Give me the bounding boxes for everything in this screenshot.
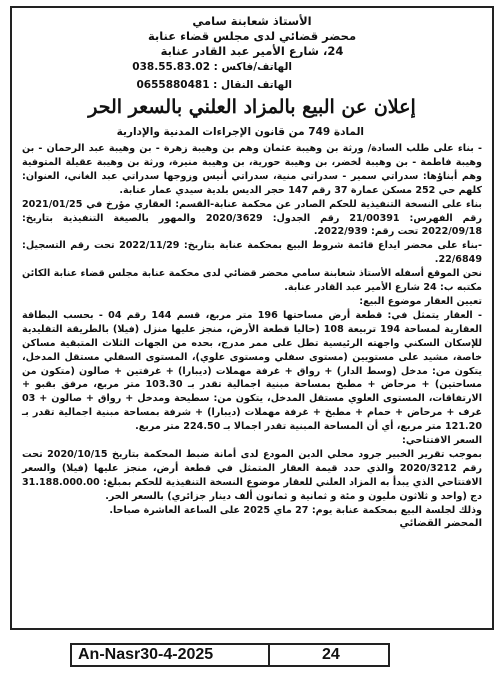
publication-date: An-Nasr30-4-2025: [78, 646, 214, 663]
property-heading: تعيين العقار موضوع البيع:: [359, 295, 482, 307]
signature: المحضر القضائي: [399, 518, 482, 530]
bailiff-address: 24، شارع الأمير عبد القادر عنابة: [160, 44, 344, 58]
announcement-title: إعلان عن البيع بالمزاد العلني بالسعر الحر: [88, 96, 416, 118]
price-heading: السعر الافتتاحي:: [402, 435, 482, 447]
legal-article: المادة 749 من قانون الإجراءات المدنية والإدارية: [116, 126, 364, 138]
bailiff-name: الأستاذ شعابنة سامي: [192, 14, 312, 28]
bailiff-title: محضر قضائي لدى مجلس قضاء عنابة: [147, 29, 357, 43]
bailiff-paragraph: نحن الموقع أسفله الأستاذ شعابنة سامي محضر قضائي لدى محكمة عنابة مجلس قضاء عنابة الكائن مكتبه ب: 24 شارع الأمير عبد القادر عنابة.: [22, 268, 482, 294]
property-description: - العقار يتمثل في: قطعة أرض مساحتها 196 متر مربع، قسم 144 رقم 04 - بحسب البطاقة العقارية لمساحة 194 تربيعة 108 (حاليا قطعة الأرض، منجز عليها منزل (فيلا) بالطريقة التقليدية للإسكان السكني واجهته الرئيسية تطل على ممر مدرج، بحده من الجهات الثلاث المتبقية مساكن خاصة، مشيد على مستويين (مستوى سفلي ومستوى علوي)، المستوى السفلي مستقل المدخل، يتكون من: مدخل (وسط الدار) + رواق + غرفة مهملات (ديبارا) + غرفتين + صالون (متكون من مساحتين) + مرحاض + مطبخ بمساحة مبنية اجمالية تقدر بـ 103.30 متر مربع، مرفق بقبو + الارتفاقات، المستوى العلوي مستقل المدخل، يتكون من: سطيحة ومدخل + رواق + صالون + 03 غرف + مرحاض + حمام + مطبخ + غرفة مهملات (ديبارا) + شرفة بمساحة مبنية اجمالية تقدر بـ 121.20 متر مربع، أي أن المساحة المبنية تقدر اجمالا بـ 224.50 متر مربع.: [22, 309, 482, 433]
price-paragraph: بموجب تقرير الخبير جرود محلي الدين المودع لدى أمانة ضبط المحكمة بتاريخ 2020/10/15 تحت رقم 2020/3212 والذي حدد قيمة العقار المتمثل في قطعة أرض، منجز عليها (فيلا) والسعر الافتتاحي الذي يبدأ به المزاد العلني للعقار موضوع النسخة التنفيذية للحكم بمبلغ: 31.188.000.00 دج (واحد و ثلاثون مليون و مئة و ثمانية و ثمانون ألف دينار جزائري) بالسعر الحر.: [22, 448, 483, 502]
conditions-paragraph: -بناء على محضر ايداع قائمة شروط البيع بمحكمة عنابة بتاريخ: 2022/11/29 تحت رقم التسجيل: 22/6849.: [22, 240, 482, 266]
mobile-phone: الهاتف النقال : 0655880481: [136, 79, 292, 91]
phone-fax: الهاتف/فاكس : 038.55.83.02: [132, 61, 292, 73]
requesters-paragraph: - بناء على طلب السادة/ ورثة بن وهيبة عثمان وهم بن وهيبة زهرة - بن وهيبة عبد الرحمان - بن وهيبة فاطمة - بن وهيبة لخضر، بن وهيبة حورية، بن وهيبة منيرة، ورثة بن وهيبة عقيلة المتوفية وهم أبناؤها: سدراتي سمير - سدراتي منية، سدراتي أنيس وزوجها سدراتي عبد الغاني، العنوان: كلهم حي 252 مسكن عمارة 37 رقم 147 حجر الديس بلدية سيدي عمار عنابة.: [22, 143, 482, 196]
page-number: 24: [322, 646, 340, 663]
judgment-paragraph: بناء على النسخة التنفيذية للحكم الصادر عن محكمة عنابة-القسم: العقاري مؤرخ في 2021/01/25 رقم الفهرس: 21/00391 رقم الجدول: 2020/3629 والمهور بالصيغة التنفيذية بتاريخ: 2022/09/18 تحت رقم: 2022/939.: [22, 198, 482, 238]
page-footer: [70, 643, 390, 667]
session-paragraph: وذلك لجلسة البيع بمحكمة عنابة يوم: 27 ماي 2025 على الساعة العاشرة صباحا.: [109, 504, 482, 516]
announcement-body: [22, 142, 482, 531]
footer-divider: [268, 645, 270, 665]
